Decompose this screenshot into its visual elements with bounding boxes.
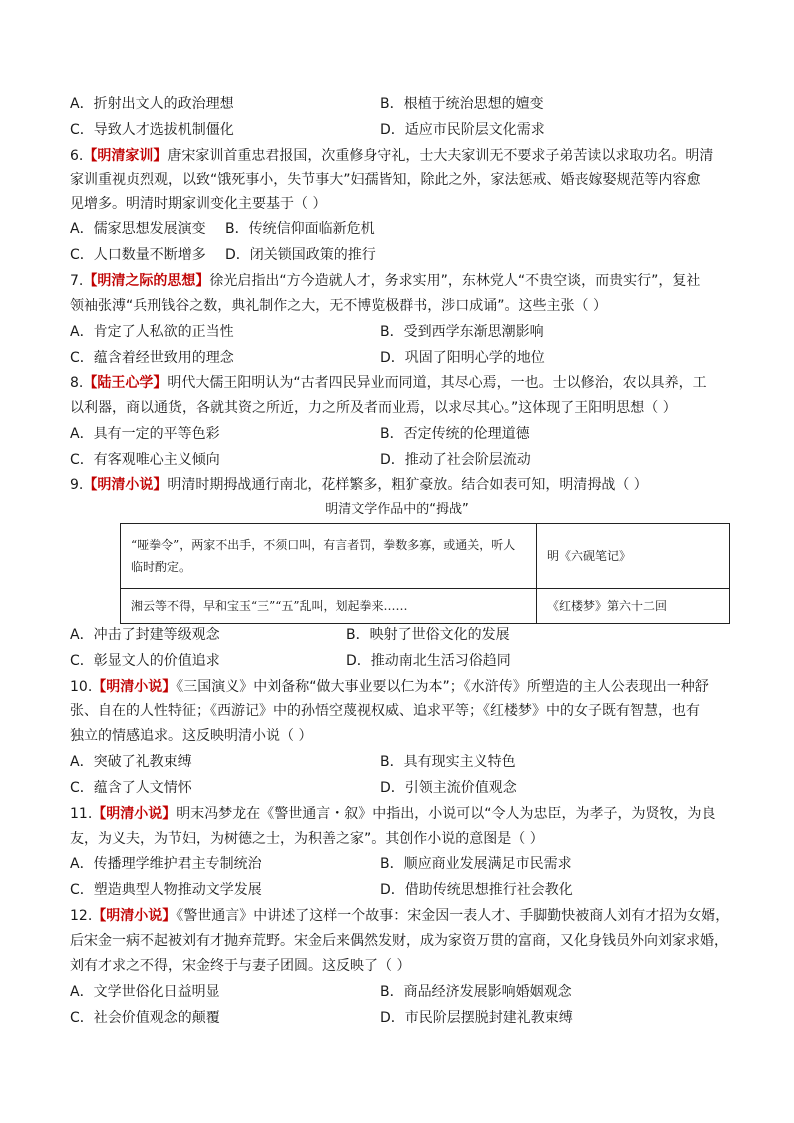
q12-number: 12. bbox=[70, 908, 93, 924]
q9-stem-line-1 bbox=[70, 475, 730, 495]
q12-topic-tag: 【明清小说】 bbox=[92, 908, 177, 924]
q7-option-d: D．巩固了阳明心学的地位 bbox=[380, 350, 545, 366]
q10-topic-tag: 【明清小说】 bbox=[92, 679, 177, 695]
q6-stem-line-1 bbox=[70, 146, 730, 166]
table-row bbox=[121, 589, 730, 624]
q9-row1-text: “哑拳令”，两家不出手，不须口叫，有言者罚，拳数多寡，或通关，听人临时酌定。 bbox=[121, 524, 537, 589]
q9-source-table bbox=[120, 523, 730, 624]
q11-option-c: C．塑造典型人物推动文学发展 bbox=[70, 882, 262, 898]
q6-stem-line-3: 见增多。明清时期家训变化主要基于（ ） bbox=[70, 196, 327, 212]
q8-option-b: B．否定传统的伦理道德 bbox=[380, 426, 530, 442]
q11-number: 11. bbox=[70, 806, 93, 822]
q7-option-a: A．肯定了人私欲的正当性 bbox=[70, 324, 234, 340]
q12-option-b: B．商品经济发展影响婚姻观念 bbox=[380, 984, 572, 1000]
q6-option-a: A．儒家思想发展演变 bbox=[70, 221, 206, 237]
q7-option-c: C．蕴含着经世致用的理念 bbox=[70, 350, 234, 366]
q10-option-c: C．蕴含了人文情怀 bbox=[70, 780, 192, 796]
q9-table-caption: 明清文学作品中的“拇战” bbox=[325, 502, 469, 517]
q10-option-d: D．引领主流价值观念 bbox=[380, 780, 517, 796]
q5-option-a: A．折射出文人的政治理想 bbox=[70, 96, 234, 112]
q5-option-d: D．适应市民阶层文化需求 bbox=[380, 122, 545, 138]
q12-stem-line-3: 刘有才求之不得，宋金终于与妻子团圆。这反映了（ ） bbox=[70, 958, 411, 974]
q9-number: 9. bbox=[70, 477, 84, 493]
q12-option-d: D．市民阶层摆脱封建礼教束缚 bbox=[380, 1010, 573, 1026]
q5-option-c: C．导致人才选拔机制僵化 bbox=[70, 122, 234, 138]
q6-option-c: C．人口数量不断增多 bbox=[70, 247, 206, 263]
table-row bbox=[121, 524, 730, 589]
q9-row2-source: 《红楼梦》第六十二回 bbox=[537, 589, 730, 624]
q8-stem-line-1 bbox=[70, 373, 730, 393]
q6-stem-line-2: 家训重视贞烈观，以致“饿死事小，失节事大”妇孺皆知，除此之外，家法惩戒、婚丧嫁娶规范等内容愈 bbox=[70, 172, 701, 188]
q10-stem-line-1 bbox=[70, 677, 730, 697]
q10-number: 10. bbox=[70, 679, 93, 695]
q9-option-b: B．映射了世俗文化的发展 bbox=[346, 627, 510, 643]
q7-stem-text-1: 徐光启指出“方今造就人才，务求实用”，东林党人“不贵空谈，而贵实行”，复社 bbox=[209, 273, 701, 289]
q5-option-b: B．根植于统治思想的嬗变 bbox=[380, 96, 544, 112]
q7-number: 7. bbox=[70, 273, 84, 289]
q8-option-a: A．具有一定的平等色彩 bbox=[70, 426, 220, 442]
q11-option-b: B．顺应商业发展满足市民需求 bbox=[380, 856, 572, 872]
q10-stem-line-2: 张、自在的人性特征；《西游记》中的孙悟空蔑视权威、追求平等；《红楼梦》中的女子既有智慧，也有 bbox=[70, 703, 700, 719]
q10-stem-line-3: 独立的情感追求。这反映明清小说（ ） bbox=[70, 728, 313, 744]
q9-option-d: D．推动南北生活习俗趋同 bbox=[346, 653, 511, 669]
q12-option-a: A．文学世俗化日益明显 bbox=[70, 984, 220, 1000]
q7-topic-tag: 【明清之际的思想】 bbox=[83, 273, 210, 289]
q10-option-a: A．突破了礼教束缚 bbox=[70, 754, 192, 770]
q8-topic-tag: 【陆王心学】 bbox=[83, 375, 168, 391]
q11-stem-line-1 bbox=[70, 804, 730, 824]
q9-row1-source: 明《六砚笔记》 bbox=[537, 524, 730, 589]
q6-stem-text-1: 唐宋家训首重忠君报国，次重修身守礼，士大夫家训无不要求子弟苦读以求取功名。明清 bbox=[167, 148, 714, 164]
q8-stem-text-1: 明代大儒王阳明认为“古者四民异业而同道，其尽心焉，一也。士以修治，农以具养，工 bbox=[167, 375, 707, 391]
q9-topic-tag: 【明清小说】 bbox=[83, 477, 168, 493]
q11-option-d: D．借助传统思想推行社会教化 bbox=[380, 882, 573, 898]
q11-stem-text-1: 明末冯梦龙在《警世通言・叙》中指出，小说可以“令人为忠臣，为孝子，为贤牧，为良 bbox=[176, 806, 716, 822]
q8-number: 8. bbox=[70, 375, 84, 391]
q11-stem-line-2: 友，为义夫，为节妇，为树德之士，为积善之家”。其创作小说的意图是（ ） bbox=[70, 831, 544, 847]
q7-stem-line-1 bbox=[70, 271, 730, 291]
q12-stem-line-2: 后宋金一病不起被刘有才抛弃荒野。宋金后来偶然发财，成为家资万贯的富商，又化身钱员外向刘家求婚， bbox=[70, 933, 728, 949]
q6-option-d: D．闭关锁国政策的推行 bbox=[225, 247, 376, 263]
q6-number: 6. bbox=[70, 148, 84, 164]
q9-stem-text-1: 明清时期拇战通行南北，花样繁多，粗犷豪放。结合如表可知，明清拇战（ ） bbox=[167, 477, 648, 493]
q9-option-a: A．冲击了封建等级观念 bbox=[70, 627, 220, 643]
q11-topic-tag: 【明清小说】 bbox=[92, 806, 177, 822]
q6-option-b: B．传统信仰面临新危机 bbox=[225, 221, 375, 237]
q8-stem-line-2: 以利器，商以通货，各就其资之所近，力之所及者而业焉，以求尽其心。”这体现了王阳明思想（ ） bbox=[70, 400, 677, 416]
q11-option-a: A．传播理学维护君主专制统治 bbox=[70, 856, 262, 872]
q7-option-b: B．受到西学东渐思潮影响 bbox=[380, 324, 544, 340]
q12-stem-line-1 bbox=[70, 906, 730, 926]
q6-topic-tag: 【明清家训】 bbox=[83, 148, 168, 164]
q9-option-c: C．彰显文人的价值追求 bbox=[70, 653, 220, 669]
q12-option-c: C．社会价值观念的颠覆 bbox=[70, 1010, 220, 1026]
q9-row2-text: 湘云等不得，早和宝玉“三”“五”乱叫，划起拳来…… bbox=[121, 589, 537, 624]
q8-option-c: C．有客观唯心主义倾向 bbox=[70, 452, 220, 468]
q8-option-d: D．推动了社会阶层流动 bbox=[380, 452, 531, 468]
q7-stem-line-2: 领袖张溥“兵刑钱谷之数，典礼制作之大，无不博览极群书，涉口成诵”。这些主张（ ） bbox=[70, 298, 607, 314]
q12-stem-text-1: 《警世通言》中讲述了这样一个故事：宋金因一表人才、手脚勤快被商人刘有才招为女婿， bbox=[176, 908, 730, 924]
q10-stem-text-1: 《三国演义》中刘备称“做大事业要以仁为本”；《水浒传》所塑造的主人公表现出一种舒 bbox=[176, 679, 709, 695]
q10-option-b: B．具有现实主义特色 bbox=[380, 754, 516, 770]
